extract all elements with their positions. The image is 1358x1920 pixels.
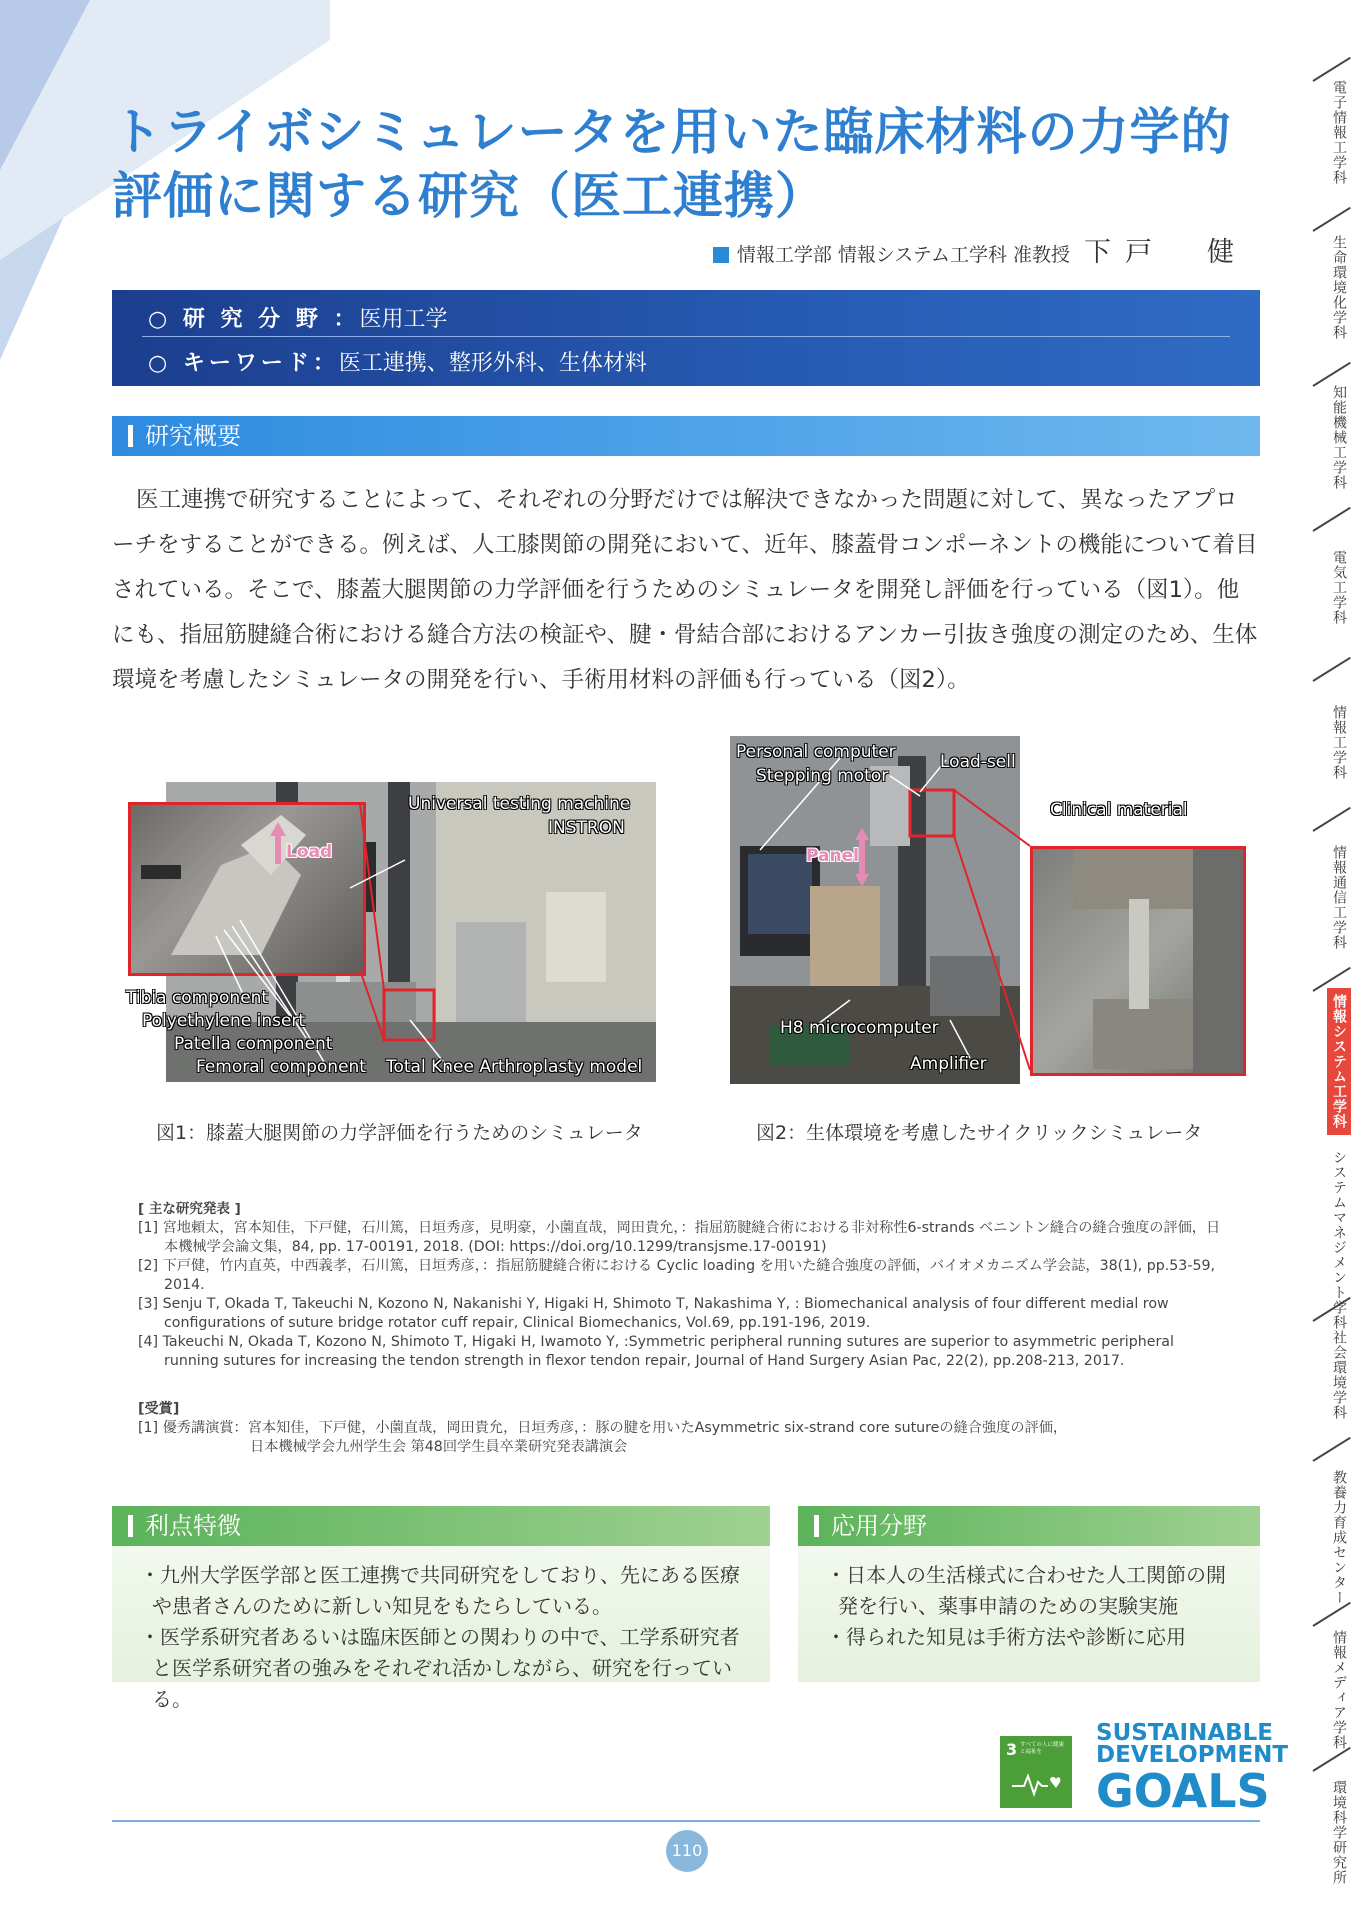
advantages-box bbox=[112, 1546, 770, 1711]
figure-1-caption: 図1：膝蓋大腿関節の力学評価を行うためのシミュレータ bbox=[156, 1122, 643, 1144]
bottom-rule bbox=[112, 1820, 1260, 1822]
sdg-logo-line-1: SUSTAINABLE bbox=[1096, 1720, 1274, 1746]
research-field-value: 医用工学 bbox=[359, 307, 448, 332]
references-list bbox=[138, 1200, 1223, 1371]
keywords-value: 医工連携、整形外科、生体材料 bbox=[338, 351, 647, 376]
award-line-2: 日本機械学会九州学生会 第48回学生員卒業研究発表講演会 bbox=[250, 1439, 628, 1455]
advantage-item: ・医学系研究者あるいは臨床医師との関わりの中で、工学系研究者と医学系研究者の強みをそれぞれ活かしながら、研究を行っている。 bbox=[140, 1625, 740, 1711]
sdg-goal-3-badge bbox=[1000, 1736, 1072, 1808]
reference-item: [1] 宮地頼太，宮本知佳，下戸健，石川篤，日垣秀彦，見明豪，小薗直哉，岡田貴允，：指屈筋腱縫合術における非対称性6-strands ベニントン縫合の縫合強度の評価，日本機械学会論文集，84, pp. 17-00191, 2018. (DOI: https://doi.org/10.1299/transjsme.17-00191) bbox=[138, 1220, 1221, 1255]
fig2-h8-label: H8 microcomputer bbox=[780, 1018, 939, 1038]
fig1-instron-label: INSTRON bbox=[548, 818, 625, 838]
fig1-utm-label: Universal testing machine bbox=[408, 794, 631, 814]
panel-arrow-shaft-icon bbox=[859, 840, 865, 874]
research-field-box bbox=[112, 290, 1260, 386]
advantage-item: ・九州大学医学部と医工連携で共同研究をしており、先にある医療や患者さんのために新しい知見をもたらしている。 bbox=[140, 1563, 740, 1618]
side-item-liberal-arts-center[interactable]: 教養力育成センター bbox=[1331, 1470, 1347, 1605]
author-line bbox=[713, 230, 1248, 269]
fig1-patella-label: Patella component bbox=[174, 1034, 333, 1054]
fig2-pc-label: Personal computer bbox=[736, 742, 896, 762]
fig1-poly-label: Polyethylene insert bbox=[142, 1011, 306, 1031]
title-line-2: 評価に関する研究（医工連携） bbox=[112, 167, 826, 225]
side-divider bbox=[1312, 207, 1350, 232]
research-field-row bbox=[148, 302, 448, 333]
load-arrow-shaft-icon bbox=[275, 834, 281, 864]
page-number: 110 bbox=[666, 1830, 708, 1872]
side-item-intelligent-mech[interactable]: 知能機械工学科 bbox=[1331, 385, 1347, 490]
side-item-electronics-info[interactable]: 電子情報工学科 bbox=[1331, 80, 1347, 185]
application-item: ・日本人の生活様式に合わせた人工関節の開発を行い、薬事申請のための実験実施 bbox=[826, 1563, 1226, 1618]
references-heading: [ 主な研究発表 ] bbox=[138, 1201, 241, 1217]
side-divider bbox=[1312, 57, 1350, 82]
keywords-row bbox=[148, 346, 647, 377]
side-item-electrical[interactable]: 電気工学科 bbox=[1331, 550, 1347, 625]
figure-2-caption: 図2：生体環境を考慮したサイクリックシミュレータ bbox=[756, 1122, 1203, 1144]
fig1-femoral-label: Femoral component bbox=[196, 1057, 366, 1077]
heartbeat-icon bbox=[1010, 1766, 1062, 1800]
author-affiliation: 情報工学部 情報システム工学科 准教授 bbox=[736, 244, 1070, 266]
square-bullet-icon bbox=[713, 247, 729, 263]
side-divider bbox=[1312, 1747, 1350, 1772]
side-divider bbox=[1312, 507, 1350, 532]
applications-heading-bar bbox=[798, 1506, 1260, 1546]
heading-bar-icon bbox=[128, 425, 133, 447]
panel-arrow-up-icon bbox=[855, 828, 869, 840]
fig2-loadcell-label: Load-sell bbox=[940, 752, 1016, 772]
heading-bar-icon bbox=[128, 1515, 133, 1537]
sdg-logo bbox=[1096, 1722, 1288, 1816]
sdg-goal-text: すべての人に健康と福祉を bbox=[1020, 1742, 1064, 1755]
fig2-stepping-label: Stepping motor bbox=[756, 766, 889, 786]
award-section bbox=[138, 1400, 1223, 1457]
heading-bar-icon bbox=[814, 1515, 819, 1537]
advantages-heading: 利点特徴 bbox=[145, 1512, 241, 1540]
side-item-system-management[interactable]: システムマネジメント学科 bbox=[1331, 1150, 1347, 1330]
fig1-tibia-label: Tibia component bbox=[126, 988, 269, 1008]
reference-item: [4] Takeuchi N, Okada T, Kozono N, Shimoto T, Higaki H, Iwamoto Y, :Symmetric peripheral running sutures are superior to asymmetric peripheral running sutures for increasing the tendon strength in flexor tendon repair, Journal of Hand Surgery Asian Pac, 22(2), pp.208-213, 2017. bbox=[138, 1334, 1174, 1369]
advantages-heading-bar bbox=[112, 1506, 770, 1546]
sdg-goal-number: 3 bbox=[1006, 1740, 1018, 1759]
fig2-clinical-label: Clinical material bbox=[1050, 800, 1188, 820]
application-item: ・得られた知見は手術方法や診断に応用 bbox=[826, 1625, 1186, 1649]
overview-heading-bar bbox=[112, 416, 1260, 456]
side-item-info-systems-active[interactable]: 情報システム工学科 bbox=[1327, 988, 1351, 1135]
field-divider bbox=[142, 336, 1230, 337]
applications-box bbox=[798, 1546, 1260, 1682]
side-item-social-env[interactable]: 社会環境学科 bbox=[1331, 1330, 1347, 1420]
side-item-env-science-inst[interactable]: 環境科学研究所 bbox=[1331, 1780, 1347, 1885]
side-divider bbox=[1312, 657, 1350, 682]
fig2-panel-label: Panel bbox=[806, 846, 859, 866]
fig2-amp-label: Amplifier bbox=[910, 1054, 987, 1074]
side-item-info-media[interactable]: 情報メディア学科 bbox=[1331, 1630, 1347, 1750]
research-field-label: ○ 研 究 分 野 ： bbox=[148, 307, 360, 332]
sdg-logo-line-3: GOALS bbox=[1096, 1764, 1270, 1818]
side-item-life-env-chem[interactable]: 生命環境化学科 bbox=[1331, 235, 1347, 340]
overview-text: 医工連携で研究することによって、それぞれの分野だけでは解決できなかった問題に対して、異なったアプローチをすることができる。例えば、人工膝関節の開発において、近年、膝蓋骨コンポーネントの機能について着目されている。そこで、膝蓋大腿関節の力学評価を行うためのシミュレータを開発し評価を行っている（図1）。他にも、指屈筋腱縫合術における縫合方法の検証や、腱・骨結合部におけるアンカー引抜き強度の測定のため、生体環境を考慮したシミュレータの開発を行い、手術用材料の評価も行っている（図2）。 bbox=[112, 487, 1258, 693]
fig1-load-label: Load bbox=[286, 842, 333, 862]
side-item-info-comm[interactable]: 情報通信工学科 bbox=[1331, 845, 1347, 950]
side-index bbox=[1305, 40, 1358, 1910]
author-name: 下戸 健 bbox=[1084, 237, 1248, 268]
award-line-1: [1] 優秀講演賞：宮本知佳，下戸健，小薗直哉，岡田貴允，日垣秀彦，：豚の腱を用いたAsymmetric six-strand core sutureの縫合強度の評価， bbox=[138, 1420, 1068, 1436]
reference-item: [3] Senju T, Okada T, Takeuchi N, Kozono N, Nakanishi Y, Higaki H, Shimoto T, Nakashima Y, : Biomechanical analysis of four different medial row configurations of suture bridge rotator cuff repair, Clinical Biomechanics, Vol.69, pp.191-196, 2019. bbox=[138, 1296, 1169, 1331]
overview-heading: 研究概要 bbox=[145, 422, 241, 450]
side-item-info-eng[interactable]: 情報工学科 bbox=[1331, 705, 1347, 780]
sdg-logo-line-2: DEVELOPMENT bbox=[1096, 1742, 1289, 1768]
keywords-label: ○ キーワード： bbox=[148, 351, 339, 376]
side-divider bbox=[1312, 1602, 1350, 1627]
reference-item: [2] 下戸健，竹内直英，中西義孝，石川篤，日垣秀彦，：指屈筋腱縫合術における Cyclic loading を用いた縫合強度の評価，バイオメカニズム学会誌，38(1), pp.53-59, 2014. bbox=[138, 1258, 1216, 1293]
side-divider bbox=[1312, 362, 1350, 387]
title-line-1: トライボシミュレータを用いた臨床材料の力学的 bbox=[112, 103, 1232, 161]
applications-heading: 応用分野 bbox=[831, 1512, 927, 1540]
page-title bbox=[112, 100, 1272, 228]
side-divider bbox=[1312, 807, 1350, 832]
panel-arrow-down-icon bbox=[855, 874, 869, 886]
side-divider bbox=[1312, 1437, 1350, 1462]
fig1-tka-label: Total Knee Arthroplasty model bbox=[386, 1057, 643, 1077]
award-heading: [受賞] bbox=[138, 1401, 180, 1417]
